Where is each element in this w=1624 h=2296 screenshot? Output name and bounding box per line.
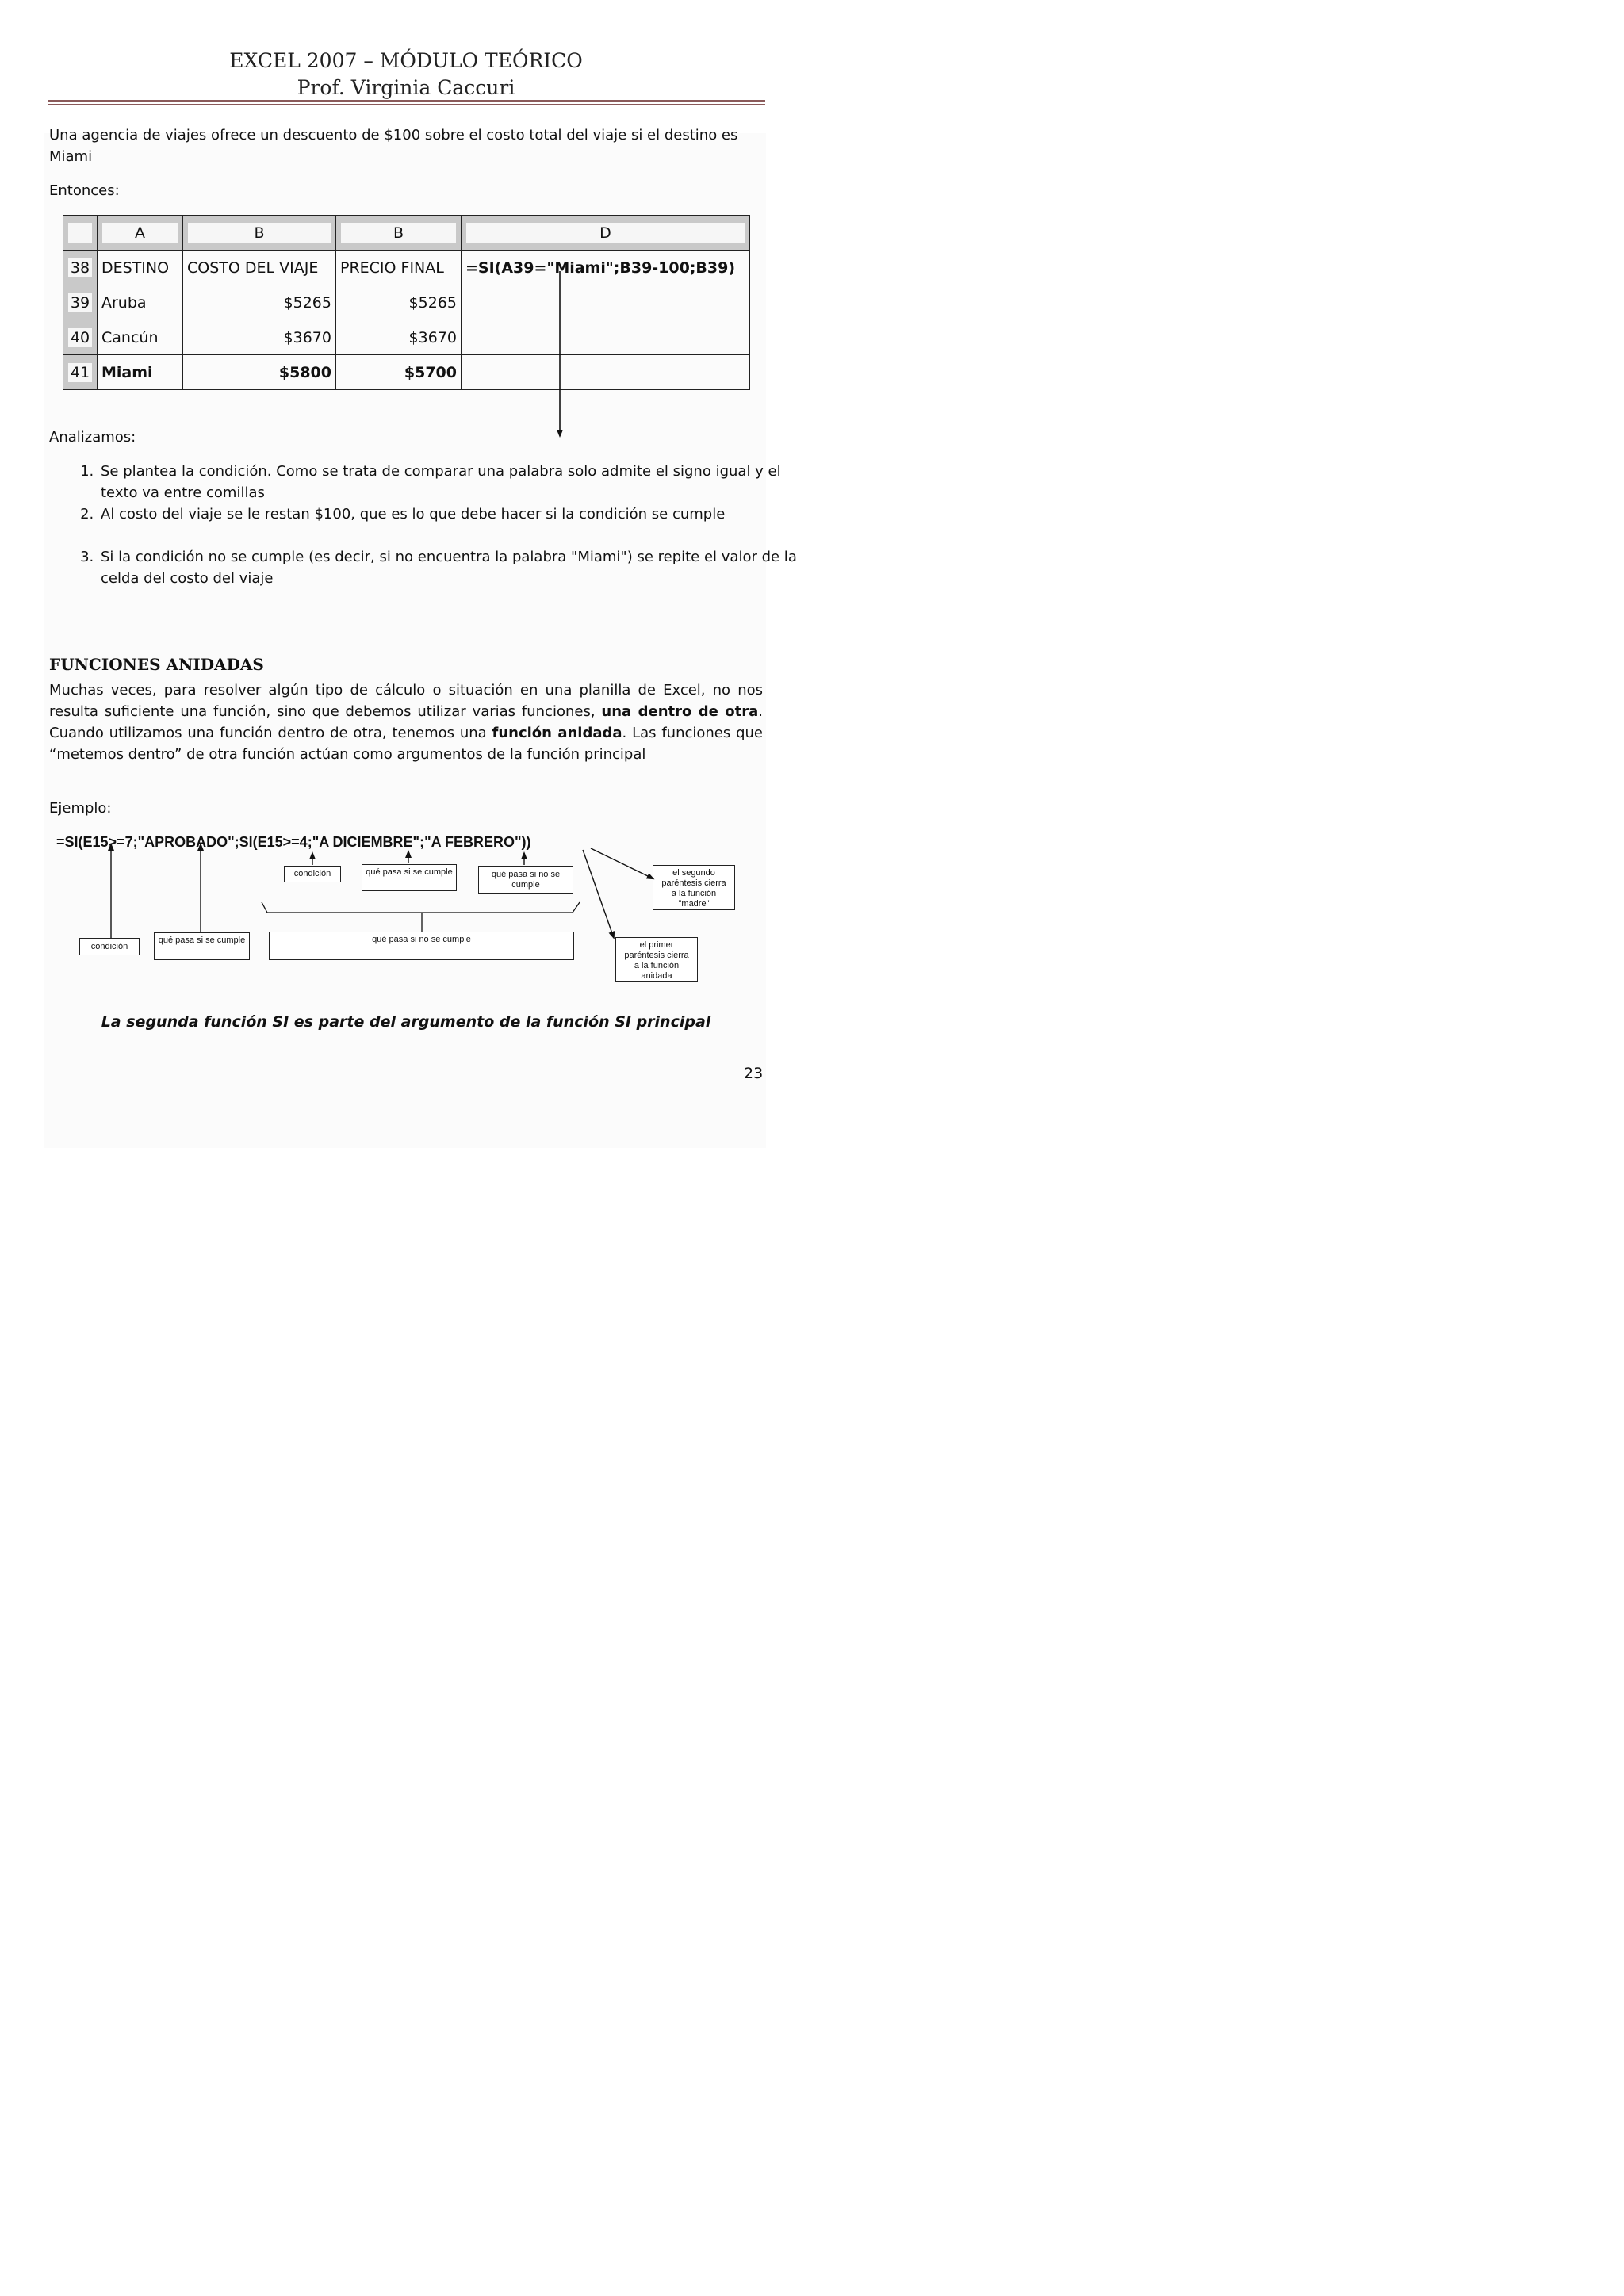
cell-costo: $5800 — [183, 355, 336, 390]
row-number: 39 — [63, 285, 98, 320]
column-header-d: D — [462, 216, 750, 251]
list-item: 2. Al costo del viaje se le restan $100, que es lo que debe hacer si la condición se cumple — [98, 503, 812, 525]
inner-condition-box: condición — [284, 866, 341, 882]
cell-destino: Cancún — [98, 320, 183, 355]
entonces-label: Entonces: — [49, 182, 120, 199]
column-header-c: B — [336, 216, 462, 251]
inner-true-box: qué pasa si se cumple — [362, 864, 457, 891]
intro-paragraph: Una agencia de viajes ofrece un descuento de $100 sobre el costo total del viaje si el destino es Miami — [49, 127, 738, 165]
cell-costo: $3670 — [183, 320, 336, 355]
row-number: 41 — [63, 355, 98, 390]
second-parenthesis-box: el segundo paréntesis cierra a la función "madre" — [653, 865, 735, 910]
column-header-a: A — [98, 216, 183, 251]
section-heading: FUNCIONES ANIDADAS — [49, 655, 264, 674]
cell-precio: PRECIO FINAL — [336, 251, 462, 285]
list-item: 3. Si la condición no se cumple (es decir, si no encuentra la palabra "Miami") se repite el valor de la celda del costo del viaje — [98, 546, 812, 589]
row-number: 38 — [63, 251, 98, 285]
cell-precio: $5265 — [336, 285, 462, 320]
doc-title: EXCEL 2007 – MÓDULO TEÓRICO — [229, 49, 583, 72]
outer-true-box: qué pasa si se cumple — [154, 932, 250, 960]
page-number: 23 — [744, 1065, 764, 1082]
column-header-b: B — [183, 216, 336, 251]
cell-costo: COSTO DEL VIAJE — [183, 251, 336, 285]
first-parenthesis-box: el primer paréntesis cierra a la función anidada — [615, 937, 698, 982]
text-span: . Cuando utilizamos una función dentro de otra, tenemos una — [49, 703, 764, 741]
second-parenthesis-arrow — [591, 848, 651, 878]
outer-false-box: qué pasa si no se cumple — [269, 932, 574, 960]
cell-costo: $5265 — [183, 285, 336, 320]
inner-false-box: qué pasa si no se cumple — [478, 866, 573, 894]
text-span: Muchas veces, para resolver algún tipo de cálculo o situación en una planilla de Excel, no nos resulta suficiente una función, sino que debemos utilizar varias funciones, — [49, 682, 763, 720]
caption: La segunda función SI es parte del argumento de la función SI principal — [101, 1013, 711, 1031]
list-item: 1. Se plantea la condición. Como se trata de comparar una palabra solo admite el signo igual y el texto va entre comillas — [98, 461, 812, 503]
cell-destino: Aruba — [98, 285, 183, 320]
text-span: . Las funciones que “metemos dentro” de otra función actúan como argumentos de la función principal — [49, 725, 763, 763]
brace — [262, 902, 580, 913]
cell-precio: $3670 — [336, 320, 462, 355]
cell-precio: $5700 — [336, 355, 462, 390]
cell-formula: =SI(A39="Miami";B39-100;B39) — [462, 251, 750, 285]
diagram-arrows — [0, 0, 812, 1148]
first-parenthesis-arrow — [583, 850, 613, 936]
row-number: 40 — [63, 320, 98, 355]
bold-span: una dentro de otra — [601, 703, 759, 720]
analizamos-label: Analizamos: — [49, 429, 136, 446]
ejemplo-label: Ejemplo: — [49, 800, 112, 817]
bold-span: función anidada — [492, 725, 622, 741]
cell-destino: DESTINO — [98, 251, 183, 285]
outer-condition-box: condición — [79, 938, 140, 955]
cell-destino: Miami — [98, 355, 183, 390]
doc-author: Prof. Virginia Caccuri — [297, 76, 515, 99]
nested-formula: =SI(E15>=7;"APROBADO";SI(E15>=4;"A DICIEMBRE";"A FEBRERO")) — [56, 834, 531, 850]
